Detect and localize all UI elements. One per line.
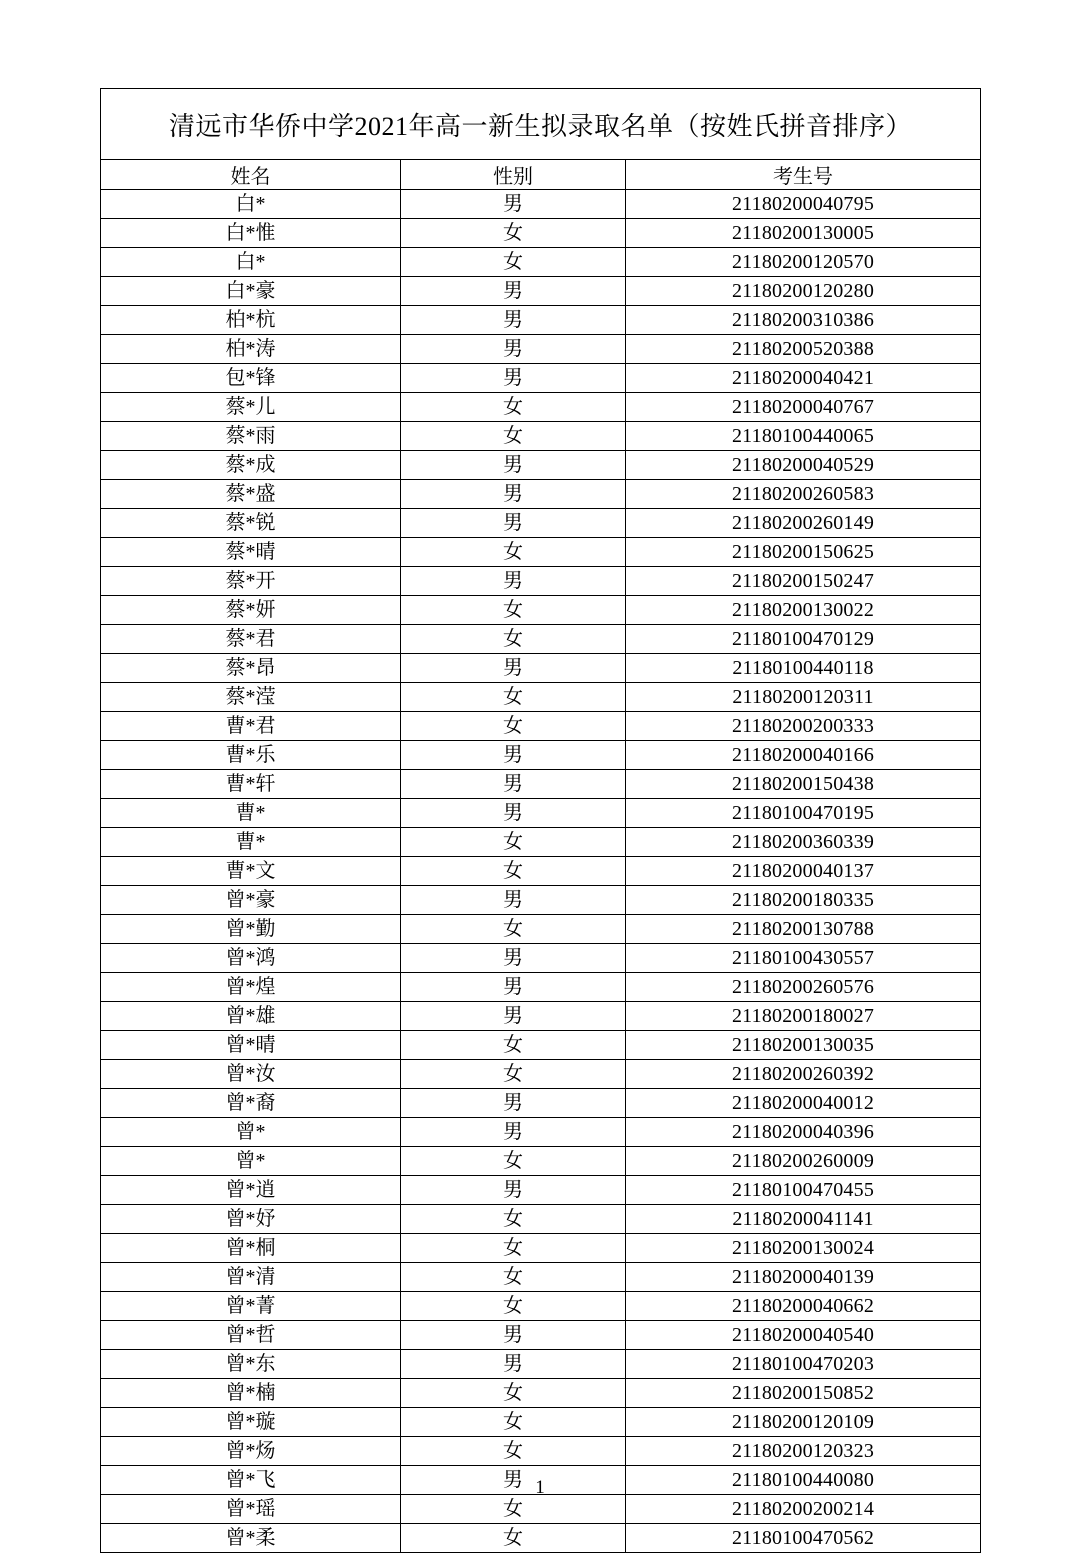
column-header-gender: 性别 [401, 160, 626, 190]
table-row [101, 596, 981, 625]
table-row [101, 190, 981, 219]
cell-gender: 男 [401, 480, 626, 509]
cell-gender: 女 [401, 1524, 626, 1553]
cell-name: 曾*雄 [101, 1002, 401, 1031]
cell-name: 蔡*妍 [101, 596, 401, 625]
cell-gender: 男 [401, 567, 626, 596]
cell-exam-id: 21180200040166 [626, 741, 981, 770]
cell-exam-id: 21180200040662 [626, 1292, 981, 1321]
table-row [101, 219, 981, 248]
cell-name: 蔡*开 [101, 567, 401, 596]
cell-gender: 女 [401, 915, 626, 944]
cell-exam-id: 21180200180335 [626, 886, 981, 915]
cell-name: 蔡*盛 [101, 480, 401, 509]
table-row [101, 480, 981, 509]
table-row [101, 1205, 981, 1234]
table-row [101, 567, 981, 596]
cell-gender: 男 [401, 1321, 626, 1350]
cell-gender: 男 [401, 335, 626, 364]
cell-name: 蔡*儿 [101, 393, 401, 422]
cell-gender: 男 [401, 944, 626, 973]
cell-exam-id: 21180200150247 [626, 567, 981, 596]
table-row [101, 828, 981, 857]
table-row [101, 799, 981, 828]
cell-name: 曾*鸿 [101, 944, 401, 973]
cell-exam-id: 21180100470129 [626, 625, 981, 654]
cell-gender: 男 [401, 1466, 626, 1495]
cell-exam-id: 21180100470203 [626, 1350, 981, 1379]
cell-name: 曾*逍 [101, 1176, 401, 1205]
cell-name: 蔡*滢 [101, 683, 401, 712]
cell-gender: 女 [401, 422, 626, 451]
cell-gender: 女 [401, 828, 626, 857]
cell-exam-id: 21180200040529 [626, 451, 981, 480]
cell-exam-id: 21180200520388 [626, 335, 981, 364]
cell-name: 曾* [101, 1147, 401, 1176]
table-row [101, 1524, 981, 1553]
cell-gender: 女 [401, 1292, 626, 1321]
cell-exam-id: 21180100440080 [626, 1466, 981, 1495]
cell-name: 柏*涛 [101, 335, 401, 364]
cell-gender: 男 [401, 364, 626, 393]
cell-name: 曾* [101, 1118, 401, 1147]
cell-exam-id: 21180200120280 [626, 277, 981, 306]
cell-exam-id: 21180200200214 [626, 1495, 981, 1524]
cell-gender: 女 [401, 596, 626, 625]
cell-exam-id: 21180200130022 [626, 596, 981, 625]
cell-gender: 男 [401, 509, 626, 538]
table-row [101, 625, 981, 654]
cell-exam-id: 21180200130788 [626, 915, 981, 944]
cell-name: 曾*豪 [101, 886, 401, 915]
cell-name: 曾*哲 [101, 1321, 401, 1350]
page-number: 1 [535, 1477, 545, 1498]
table-row [101, 1263, 981, 1292]
roster-body [101, 89, 981, 1553]
table-row [101, 1031, 981, 1060]
cell-exam-id: 21180200041141 [626, 1205, 981, 1234]
table-row [101, 277, 981, 306]
cell-gender: 女 [401, 683, 626, 712]
table-row [101, 915, 981, 944]
cell-name: 曹* [101, 828, 401, 857]
cell-gender: 女 [401, 1060, 626, 1089]
cell-name: 蔡*昂 [101, 654, 401, 683]
cell-name: 曾*东 [101, 1350, 401, 1379]
table-row [101, 1292, 981, 1321]
cell-gender: 女 [401, 1437, 626, 1466]
cell-gender: 女 [401, 1234, 626, 1263]
table-row [101, 1089, 981, 1118]
cell-name: 蔡*君 [101, 625, 401, 654]
column-header-id: 考生号 [626, 160, 981, 190]
table-row [101, 1176, 981, 1205]
table-row [101, 509, 981, 538]
cell-exam-id: 21180200040795 [626, 190, 981, 219]
cell-gender: 男 [401, 190, 626, 219]
cell-gender: 男 [401, 799, 626, 828]
cell-gender: 男 [401, 1350, 626, 1379]
cell-exam-id: 21180200150438 [626, 770, 981, 799]
cell-exam-id: 21180200040137 [626, 857, 981, 886]
cell-exam-id: 21180200260576 [626, 973, 981, 1002]
cell-exam-id: 21180100470195 [626, 799, 981, 828]
table-row [101, 973, 981, 1002]
table-row [101, 1002, 981, 1031]
cell-gender: 男 [401, 1118, 626, 1147]
cell-exam-id: 21180100430557 [626, 944, 981, 973]
cell-exam-id: 21180200120570 [626, 248, 981, 277]
table-row [101, 1437, 981, 1466]
table-row [101, 422, 981, 451]
cell-gender: 男 [401, 741, 626, 770]
cell-name: 曾*柔 [101, 1524, 401, 1553]
cell-exam-id: 21180200120109 [626, 1408, 981, 1437]
cell-name: 曹*轩 [101, 770, 401, 799]
cell-exam-id: 21180200120311 [626, 683, 981, 712]
table-row [101, 538, 981, 567]
column-header-name: 姓名 [101, 160, 401, 190]
cell-name: 柏*杭 [101, 306, 401, 335]
table-row [101, 944, 981, 973]
table-row [101, 1321, 981, 1350]
cell-gender: 女 [401, 1031, 626, 1060]
title-row [101, 89, 981, 160]
cell-gender: 女 [401, 393, 626, 422]
cell-name: 曹*君 [101, 712, 401, 741]
cell-name: 曾*瑶 [101, 1495, 401, 1524]
cell-exam-id: 21180200360339 [626, 828, 981, 857]
cell-name: 曾*勤 [101, 915, 401, 944]
cell-gender: 男 [401, 770, 626, 799]
table-row [101, 654, 981, 683]
cell-gender: 男 [401, 886, 626, 915]
table-row [101, 1234, 981, 1263]
cell-name: 曾*清 [101, 1263, 401, 1292]
cell-exam-id: 21180100440118 [626, 654, 981, 683]
cell-name: 曾*飞 [101, 1466, 401, 1495]
cell-gender: 女 [401, 219, 626, 248]
cell-name: 曾*晴 [101, 1031, 401, 1060]
cell-name: 白*豪 [101, 277, 401, 306]
cell-exam-id: 21180100470562 [626, 1524, 981, 1553]
cell-gender: 女 [401, 1379, 626, 1408]
cell-exam-id: 21180200040139 [626, 1263, 981, 1292]
cell-name: 蔡*成 [101, 451, 401, 480]
cell-gender: 男 [401, 1176, 626, 1205]
cell-exam-id: 21180200150852 [626, 1379, 981, 1408]
table-row [101, 741, 981, 770]
cell-exam-id: 21180200130024 [626, 1234, 981, 1263]
cell-exam-id: 21180200260583 [626, 480, 981, 509]
cell-name: 曾*妤 [101, 1205, 401, 1234]
cell-exam-id: 21180200260009 [626, 1147, 981, 1176]
cell-gender: 女 [401, 1495, 626, 1524]
table-row [101, 335, 981, 364]
cell-name: 曹* [101, 799, 401, 828]
cell-exam-id: 21180200040421 [626, 364, 981, 393]
table-row [101, 683, 981, 712]
cell-gender: 女 [401, 857, 626, 886]
cell-exam-id: 21180200040767 [626, 393, 981, 422]
cell-gender: 女 [401, 1408, 626, 1437]
cell-name: 曾*璇 [101, 1408, 401, 1437]
cell-name: 曾*汝 [101, 1060, 401, 1089]
cell-exam-id: 21180100440065 [626, 422, 981, 451]
cell-name: 蔡*锐 [101, 509, 401, 538]
cell-exam-id: 21180200260392 [626, 1060, 981, 1089]
table-row [101, 857, 981, 886]
table-row [101, 1350, 981, 1379]
table-row [101, 364, 981, 393]
cell-exam-id: 21180200120323 [626, 1437, 981, 1466]
cell-name: 曹*文 [101, 857, 401, 886]
cell-exam-id: 21180100470455 [626, 1176, 981, 1205]
table-row [101, 1408, 981, 1437]
cell-name: 白*惟 [101, 219, 401, 248]
cell-gender: 男 [401, 451, 626, 480]
cell-gender: 男 [401, 973, 626, 1002]
cell-name: 曾*楠 [101, 1379, 401, 1408]
cell-exam-id: 21180200260149 [626, 509, 981, 538]
table-row [101, 393, 981, 422]
cell-exam-id: 21180200150625 [626, 538, 981, 567]
cell-name: 蔡*晴 [101, 538, 401, 567]
table-row [101, 306, 981, 335]
cell-exam-id: 21180200040540 [626, 1321, 981, 1350]
table-row [101, 1379, 981, 1408]
cell-gender: 男 [401, 306, 626, 335]
table-row [101, 770, 981, 799]
cell-name: 曾*桐 [101, 1234, 401, 1263]
cell-exam-id: 21180200180027 [626, 1002, 981, 1031]
cell-gender: 男 [401, 654, 626, 683]
cell-gender: 女 [401, 1147, 626, 1176]
cell-name: 曾*菁 [101, 1292, 401, 1321]
cell-gender: 女 [401, 712, 626, 741]
cell-gender: 男 [401, 277, 626, 306]
cell-name: 白* [101, 248, 401, 277]
table-row [101, 1118, 981, 1147]
cell-gender: 女 [401, 538, 626, 567]
cell-name: 曾*裔 [101, 1089, 401, 1118]
cell-name: 蔡*雨 [101, 422, 401, 451]
table-row [101, 886, 981, 915]
table-row [101, 1060, 981, 1089]
document-title: 清远市华侨中学2021年高一新生拟录取名单（按姓氏拼音排序） [101, 89, 981, 160]
cell-exam-id: 21180200310386 [626, 306, 981, 335]
admission-roster-table [100, 88, 981, 1553]
cell-name: 包*锋 [101, 364, 401, 393]
cell-exam-id: 21180200130005 [626, 219, 981, 248]
cell-exam-id: 21180200040396 [626, 1118, 981, 1147]
cell-gender: 男 [401, 1002, 626, 1031]
cell-name: 曾*煌 [101, 973, 401, 1002]
cell-gender: 女 [401, 1263, 626, 1292]
cell-gender: 女 [401, 625, 626, 654]
table-row [101, 712, 981, 741]
cell-gender: 女 [401, 1205, 626, 1234]
cell-exam-id: 21180200130035 [626, 1031, 981, 1060]
cell-name: 曾*炀 [101, 1437, 401, 1466]
cell-name: 白* [101, 190, 401, 219]
header-row [101, 160, 981, 190]
cell-gender: 男 [401, 1089, 626, 1118]
cell-name: 曹*乐 [101, 741, 401, 770]
table-row [101, 248, 981, 277]
table-row [101, 1147, 981, 1176]
cell-exam-id: 21180200040012 [626, 1089, 981, 1118]
cell-gender: 女 [401, 248, 626, 277]
cell-exam-id: 21180200200333 [626, 712, 981, 741]
table-row [101, 451, 981, 480]
